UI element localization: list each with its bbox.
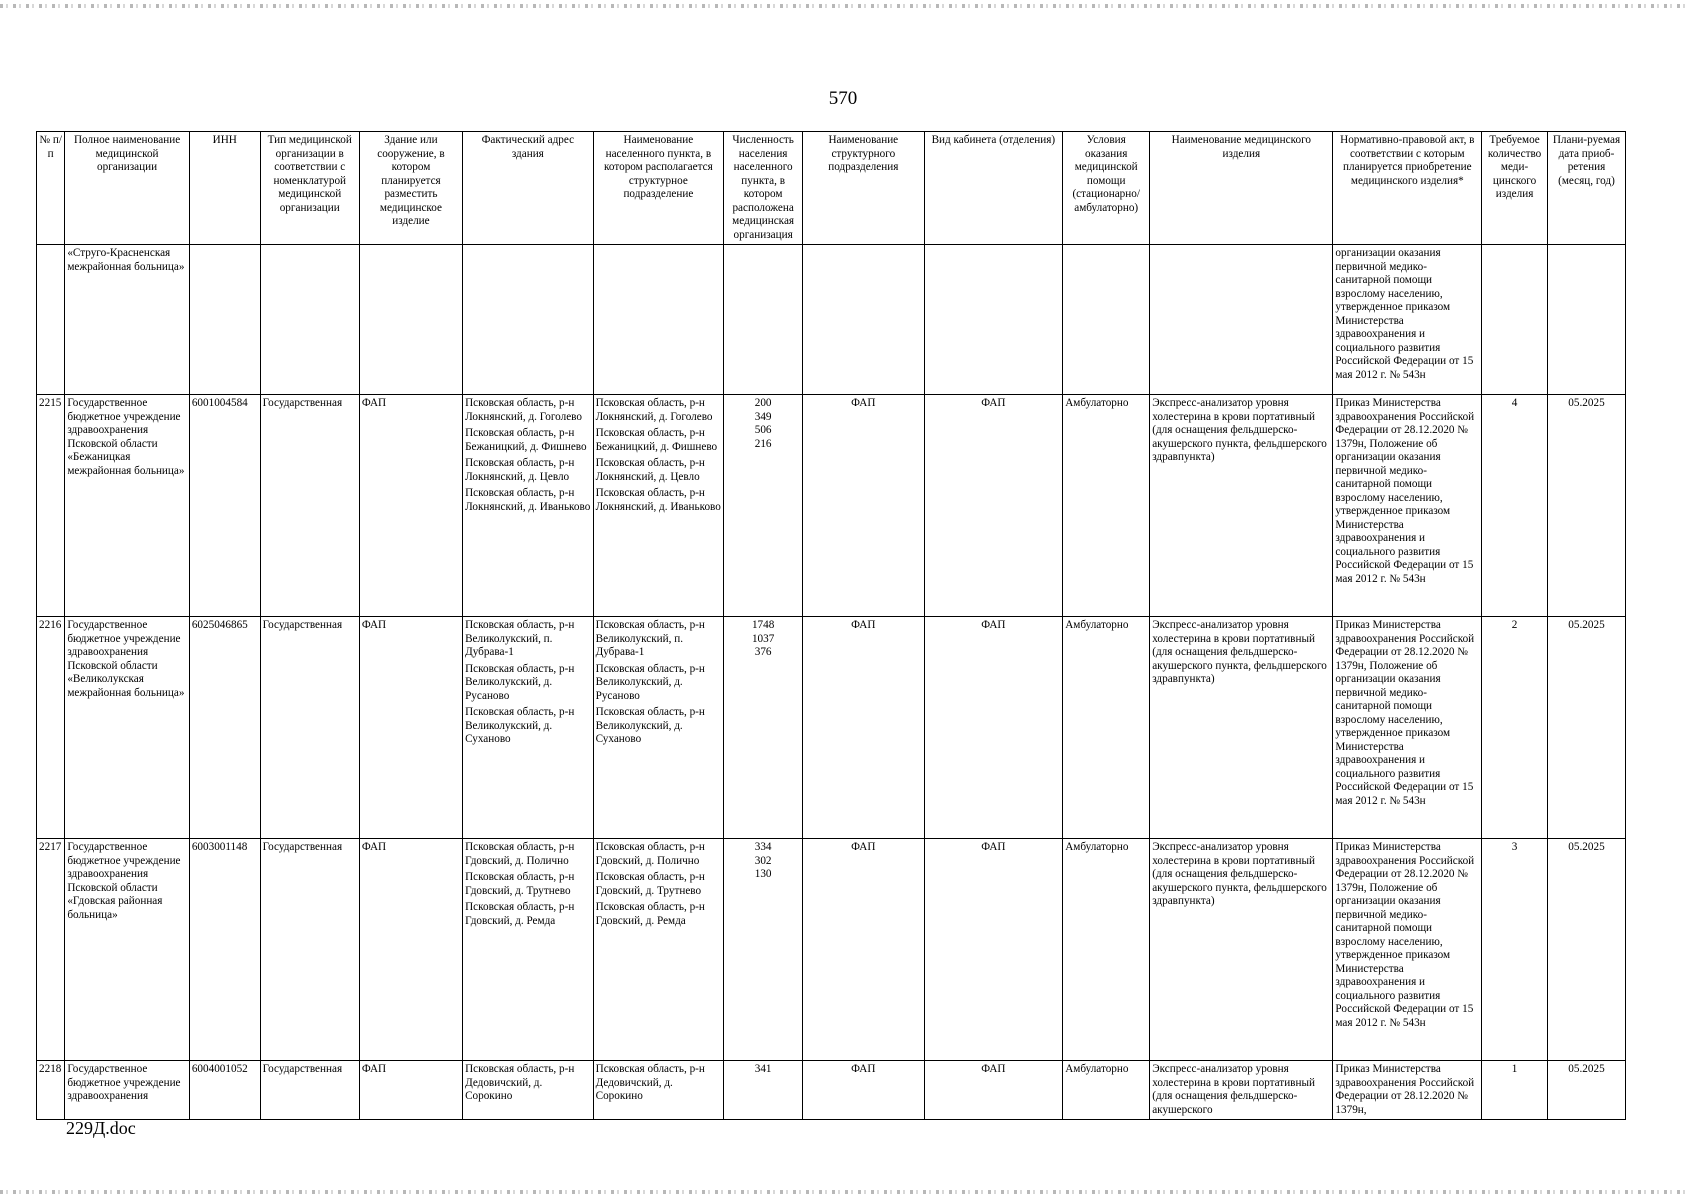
quantity-cell: 3 bbox=[1482, 839, 1548, 1061]
population-cell: 200 349 506 216 bbox=[724, 395, 803, 617]
building-cell: ФАП bbox=[359, 395, 462, 617]
population-cell: 334 302 130 bbox=[724, 839, 803, 1061]
continuation-row bbox=[37, 245, 1626, 395]
address-cell: Псковская область, р-н Локнянский, д. Гоголево Псковская область, р-н Бежаницкий, д. Фишнево Псковская область, р-н Локнянский, д. Цевло Псковская область, р-н Локнянский, д. Иваньково bbox=[463, 395, 594, 617]
conditions-cell: Амбулаторно bbox=[1063, 839, 1150, 1061]
col-header: Фактический адрес здания bbox=[463, 132, 594, 245]
settlement-cell: Псковская область, р-н Гдовский, д. Полично Псковская область, р-н Гдовский, д. Трутнево Псковская область, р-н Гдовский, д. Ремда bbox=[593, 839, 724, 1061]
cabinet-cell: ФАП bbox=[924, 617, 1063, 839]
col-header: Вид кабинета (отделения) bbox=[924, 132, 1063, 245]
org-name-cell: «Струго-Красненская межрайонная больница» bbox=[65, 245, 189, 395]
org-type-cell: Государственная bbox=[260, 1061, 359, 1120]
medical-equipment-table bbox=[36, 131, 1626, 1120]
settlement-cell: Псковская область, р-н Дедовичский, д. Сорокино bbox=[593, 1061, 724, 1120]
quantity-cell: 1 bbox=[1482, 1061, 1548, 1120]
conditions-cell: Амбулаторно bbox=[1063, 1061, 1150, 1120]
legal-act-cell: Приказ Министерства здравоохранения Российской Федерации от 28.12.2020 № 1379н, bbox=[1333, 1061, 1482, 1120]
col-header: Требуемое количество меди-цинского изделия bbox=[1482, 132, 1548, 245]
device-cell: Экспресс-анализатор уровня холестерина в крови портативный (для оснащения фельдшерско-акушерского пункта, фельдшерского здравпункта) bbox=[1150, 839, 1333, 1061]
org-name-cell: Государственное бюджетное учреждение здравоохранения Псковской области «Бежаницкая межрайонная больница» bbox=[65, 395, 189, 617]
building-cell: ФАП bbox=[359, 617, 462, 839]
org-name-cell: Государственное бюджетное учреждение здравоохранения Псковской области «Гдовская районная больница» bbox=[65, 839, 189, 1061]
legal-act-cell: организации оказания первичной медико-санитарной помощи взрослому населению, утвержденное приказом Министерства здравоохранения и социального развития Российской Федерации от 15 мая 2012 г. № 543н bbox=[1333, 245, 1482, 395]
unit-cell: ФАП bbox=[803, 617, 924, 839]
date-cell: 05.2025 bbox=[1547, 617, 1625, 839]
quantity-cell: 4 bbox=[1482, 395, 1548, 617]
date-cell: 05.2025 bbox=[1547, 395, 1625, 617]
org-name-cell: Государственное бюджетное учреждение здравоохранения bbox=[65, 1061, 189, 1120]
document-filename: 229Д.doc bbox=[66, 1118, 136, 1138]
org-name-cell: Государственное бюджетное учреждение здравоохранения Псковской области «Великолукская межрайонная больница» bbox=[65, 617, 189, 839]
scan-edge-top bbox=[0, 4, 1686, 8]
org-type-cell: Государственная bbox=[260, 839, 359, 1061]
date-cell: 05.2025 bbox=[1547, 1061, 1625, 1120]
legal-act-cell: Приказ Министерства здравоохранения Российской Федерации от 28.12.2020 № 1379н, Положение об организации оказания первичной медико-санитарной помощи взрослому населению, утвержденное приказом Министерства здравоохранения и социального развития Российской Федерации от 15 мая 2012 г. № 543н bbox=[1333, 617, 1482, 839]
row-number: 2216 bbox=[37, 617, 65, 839]
inn-cell: 6004001052 bbox=[189, 1061, 260, 1120]
table-row bbox=[37, 395, 1626, 617]
col-header: Численность населения населенного пункта, в котором расположена медицинская организация bbox=[724, 132, 803, 245]
header-row bbox=[37, 132, 1626, 245]
col-header: Нормативно-правовой акт, в соответствии с которым планируется приобретение медицинского изделия* bbox=[1333, 132, 1482, 245]
legal-act-cell: Приказ Министерства здравоохранения Российской Федерации от 28.12.2020 № 1379н, Положение об организации оказания первичной медико-санитарной помощи взрослому населению, утвержденное приказом Министерства здравоохранения и социального развития Российской Федерации от 15 мая 2012 г. № 543н bbox=[1333, 395, 1482, 617]
page-number: 570 bbox=[828, 88, 858, 109]
settlement-cell: Псковская область, р-н Великолукский, п. Дубрава-1 Псковская область, р-н Великолукский, д. Русаново Псковская область, р-н Великолукский, д. Суханово bbox=[593, 617, 724, 839]
row-number: 2215 bbox=[37, 395, 65, 617]
device-cell: Экспресс-анализатор уровня холестерина в крови портативный (для оснащения фельдшерско-акушерского bbox=[1150, 1061, 1333, 1120]
settlement-cell: Псковская область, р-н Локнянский, д. Гоголево Псковская область, р-н Бежаницкий, д. Фишнево Псковская область, р-н Локнянский, д. Цевло Псковская область, р-н Локнянский, д. Иваньково bbox=[593, 395, 724, 617]
col-header: Плани-руемая дата приоб-ретения (месяц, год) bbox=[1547, 132, 1625, 245]
col-header: Тип медицинской организации в соответствии с номенклатурой медицинской организации bbox=[260, 132, 359, 245]
conditions-cell: Амбулаторно bbox=[1063, 395, 1150, 617]
inn-cell: 6025046865 bbox=[189, 617, 260, 839]
table-row bbox=[37, 839, 1626, 1061]
building-cell: ФАП bbox=[359, 1061, 462, 1120]
table-row bbox=[37, 617, 1626, 839]
legal-act-cell: Приказ Министерства здравоохранения Российской Федерации от 28.12.2020 № 1379н, Положение об организации оказания первичной медико-санитарной помощи взрослому населению, утвержденное приказом Министерства здравоохранения и социального развития Российской Федерации от 15 мая 2012 г. № 543н bbox=[1333, 839, 1482, 1061]
address-cell: Псковская область, р-н Гдовский, д. Полично Псковская область, р-н Гдовский, д. Трутнево Псковская область, р-н Гдовский, д. Ремда bbox=[463, 839, 594, 1061]
row-number: 2218 bbox=[37, 1061, 65, 1120]
population-cell: 341 bbox=[724, 1061, 803, 1120]
address-cell: Псковская область, р-н Дедовичский, д. Сорокино bbox=[463, 1061, 594, 1120]
col-header: Условия оказания медицинской помощи (стационарно/ амбулаторно) bbox=[1063, 132, 1150, 245]
col-header: Наименование медицинского изделия bbox=[1150, 132, 1333, 245]
scan-edge-bottom bbox=[0, 1190, 1686, 1194]
cabinet-cell: ФАП bbox=[924, 395, 1063, 617]
col-header: Наименование структурного подразделения bbox=[803, 132, 924, 245]
col-header: № п/п bbox=[37, 132, 65, 245]
unit-cell: ФАП bbox=[803, 1061, 924, 1120]
device-cell: Экспресс-анализатор уровня холестерина в крови портативный (для оснащения фельдшерско-акушерского пункта, фельдшерского здравпункта) bbox=[1150, 617, 1333, 839]
org-type-cell: Государственная bbox=[260, 395, 359, 617]
col-header: ИНН bbox=[189, 132, 260, 245]
address-cell: Псковская область, р-н Великолукский, п. Дубрава-1 Псковская область, р-н Великолукский, д. Русаново Псковская область, р-н Великолукский, д. Суханово bbox=[463, 617, 594, 839]
quantity-cell: 2 bbox=[1482, 617, 1548, 839]
cabinet-cell: ФАП bbox=[924, 839, 1063, 1061]
conditions-cell: Амбулаторно bbox=[1063, 617, 1150, 839]
col-header: Здание или сооружение, в котором планируется разместить медицинское изделие bbox=[359, 132, 462, 245]
device-cell: Экспресс-анализатор уровня холестерина в крови портативный (для оснащения фельдшерско-акушерского пункта, фельдшерского здравпункта) bbox=[1150, 395, 1333, 617]
org-type-cell: Государственная bbox=[260, 617, 359, 839]
unit-cell: ФАП bbox=[803, 839, 924, 1061]
cabinet-cell: ФАП bbox=[924, 1061, 1063, 1120]
population-cell: 1748 1037 376 bbox=[724, 617, 803, 839]
inn-cell: 6003001148 bbox=[189, 839, 260, 1061]
table-row bbox=[37, 1061, 1626, 1120]
inn-cell: 6001004584 bbox=[189, 395, 260, 617]
unit-cell: ФАП bbox=[803, 395, 924, 617]
date-cell: 05.2025 bbox=[1547, 839, 1625, 1061]
col-header: Полное наименование медицинской организации bbox=[65, 132, 189, 245]
col-header: Наименование населенного пункта, в котором располагается структурное подразделение bbox=[593, 132, 724, 245]
row-number: 2217 bbox=[37, 839, 65, 1061]
building-cell: ФАП bbox=[359, 839, 462, 1061]
